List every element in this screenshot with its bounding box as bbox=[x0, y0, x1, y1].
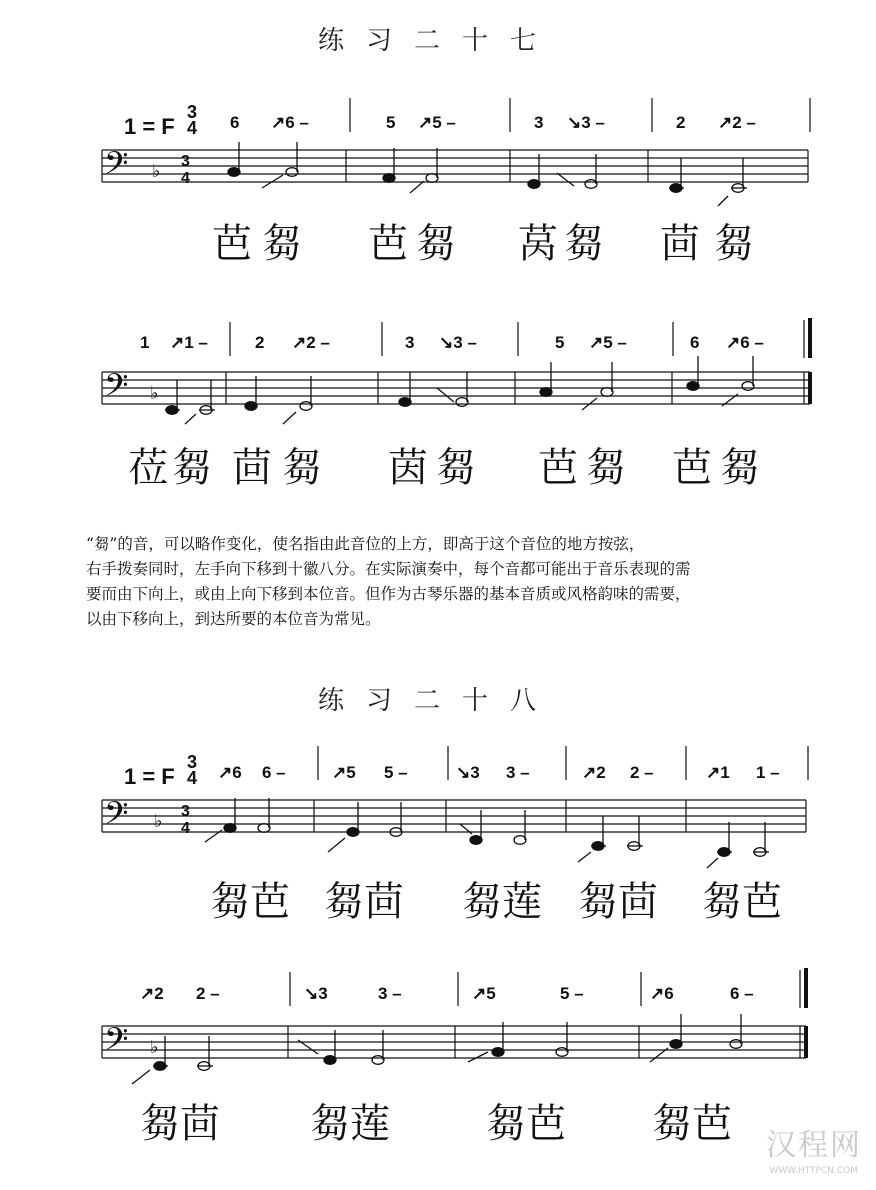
exercise-27-title: 练习二十七 bbox=[317, 26, 558, 56]
svg-text:♭: ♭ bbox=[152, 161, 161, 181]
svg-text:𝄢: 𝄢 bbox=[104, 797, 129, 839]
tablature-char: 茴 bbox=[660, 221, 700, 267]
tablature-char: 芭 bbox=[212, 221, 252, 267]
jianpu-note: ↗1 – bbox=[170, 333, 208, 352]
jianpu-note: ↗5 bbox=[332, 763, 356, 782]
jianpu-note: 5 – bbox=[560, 984, 584, 1003]
svg-text:4: 4 bbox=[181, 820, 190, 837]
paragraph-line: 右手拨奏同时，左手向下移到十徽八分。在实际演奏中，每个音都可能出于音乐表现的需 bbox=[86, 560, 691, 578]
jianpu-note: 6 – bbox=[262, 763, 286, 782]
explanation-paragraph bbox=[86, 532, 806, 632]
jianpu-note: ↘3 bbox=[456, 763, 480, 782]
jianpu-note: ↗5 – bbox=[418, 113, 456, 132]
watermark-logo: 汉程网 bbox=[766, 1128, 862, 1163]
tablature-char: 芻 bbox=[282, 445, 322, 491]
jianpu-note: 5 – bbox=[384, 763, 408, 782]
svg-text:𝄢: 𝄢 bbox=[104, 147, 129, 189]
jianpu-note: 1 – bbox=[756, 763, 780, 782]
jianpu-note: ↘3 – bbox=[567, 113, 605, 132]
tablature-char: 芻 bbox=[714, 221, 754, 267]
jianpu-note: ↗2 – bbox=[292, 333, 330, 352]
jianpu-note: 6 bbox=[230, 113, 240, 132]
jianpu-note: 6 – bbox=[730, 984, 754, 1003]
jianpu-note: ↗6 – bbox=[726, 333, 764, 352]
jianpu-note: ↘3 bbox=[304, 984, 328, 1003]
tablature-char: 芻 bbox=[586, 445, 626, 491]
jianpu-note: 5 bbox=[386, 113, 396, 132]
jianpu-note: 3 – bbox=[378, 984, 402, 1003]
tablature-char: 莅 bbox=[128, 445, 168, 491]
jianpu-note: ↗6 bbox=[650, 984, 674, 1003]
watermark-url: WWW.HTTPCN.COM bbox=[769, 1166, 858, 1176]
tablature-char: 芻 bbox=[436, 445, 476, 491]
jianpu-note: ↗5 – bbox=[589, 333, 627, 352]
tablature-char: 茵 bbox=[388, 445, 428, 491]
jianpu-note: 2 – bbox=[196, 984, 220, 1003]
jianpu-note: ↗2 – bbox=[718, 113, 756, 132]
tablature-char: 芭 bbox=[368, 221, 408, 267]
jianpu-note: 2 – bbox=[630, 763, 654, 782]
tablature-char: 芻茴 bbox=[324, 879, 404, 925]
tablature-char: 茴 bbox=[232, 445, 272, 491]
exercise-28-title: 练习二十八 bbox=[317, 686, 558, 716]
jianpu-note: 5 bbox=[555, 333, 565, 352]
tablature-char: 芻芭 bbox=[652, 1101, 732, 1147]
tablature-char: 芭 bbox=[672, 445, 712, 491]
jianpu-note: 3 bbox=[405, 333, 415, 352]
jianpu-note: 2 bbox=[255, 333, 265, 352]
jianpu-note: 2 bbox=[676, 113, 686, 132]
time-top: 3 bbox=[186, 102, 197, 122]
tablature-char: 芻 bbox=[720, 445, 760, 491]
jianpu-note: 6 bbox=[690, 333, 700, 352]
time-bottom: 4 bbox=[186, 118, 197, 138]
jianpu-note: ↗5 bbox=[472, 984, 496, 1003]
jianpu-note: ↗2 bbox=[140, 984, 164, 1003]
tablature-char: 芭 bbox=[538, 445, 578, 491]
tablature-char: 莴 bbox=[518, 221, 558, 267]
svg-text:4: 4 bbox=[181, 170, 190, 187]
paragraph-line: 以由下移向上，到达所要的本位音为常见。 bbox=[86, 610, 381, 628]
svg-text:♭: ♭ bbox=[154, 811, 163, 831]
jianpu-note: 1 bbox=[140, 333, 150, 352]
svg-text:3: 3 bbox=[181, 153, 190, 170]
key-signature-27: 1 = F bbox=[124, 114, 175, 139]
svg-text:♭: ♭ bbox=[150, 1037, 159, 1057]
tablature-char: 芻 bbox=[172, 445, 212, 491]
svg-text:3: 3 bbox=[181, 803, 190, 820]
jianpu-note: ↗6 bbox=[218, 763, 242, 782]
tablature-char: 芻莲 bbox=[462, 879, 542, 925]
paragraph-line: “芻”的音，可以略作变化，使名指由此音位的上方，即高于这个音位的地方按弦， bbox=[86, 535, 645, 553]
tablature-char: 芻芭 bbox=[210, 879, 290, 925]
svg-text:𝄢: 𝄢 bbox=[104, 369, 129, 411]
svg-text:𝄢: 𝄢 bbox=[104, 1023, 129, 1065]
tablature-char: 芻 bbox=[262, 221, 302, 267]
jianpu-note: ↘3 – bbox=[439, 333, 477, 352]
jianpu-note: 3 bbox=[534, 113, 544, 132]
time-bottom: 4 bbox=[186, 768, 197, 788]
jianpu-note: ↗2 bbox=[582, 763, 606, 782]
tablature-char: 芻 bbox=[564, 221, 604, 267]
paragraph-line: 要而由下向上，或由上向下移到本位音。但作为古琴乐器的基本音质或风格韵味的需要， bbox=[86, 585, 691, 603]
tablature-char: 芻芭 bbox=[702, 879, 782, 925]
time-signature-28 bbox=[184, 754, 200, 786]
tablature-char: 芻 bbox=[416, 221, 456, 267]
jianpu-note: ↗1 bbox=[706, 763, 730, 782]
jianpu-note: ↗6 – bbox=[271, 113, 309, 132]
jianpu-note: 3 – bbox=[506, 763, 530, 782]
svg-text:♭: ♭ bbox=[150, 383, 159, 403]
key-signature-28: 1 = F bbox=[124, 764, 175, 789]
time-top: 3 bbox=[186, 752, 197, 772]
tablature-char: 芻芭 bbox=[486, 1101, 566, 1147]
tablature-char: 芻茴 bbox=[578, 879, 658, 925]
tablature-char: 芻茴 bbox=[140, 1101, 220, 1147]
tablature-char: 芻莲 bbox=[310, 1101, 390, 1147]
